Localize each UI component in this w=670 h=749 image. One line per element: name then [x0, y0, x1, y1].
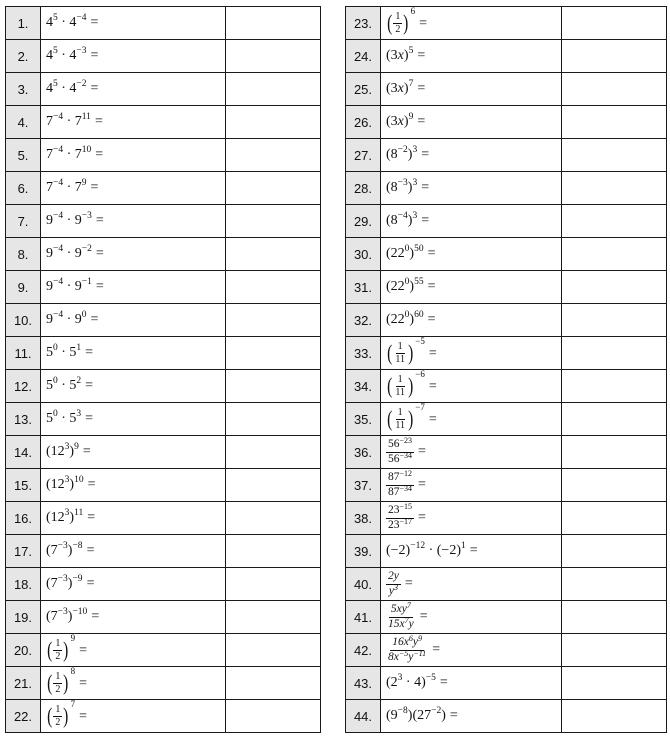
problem-number: 43.	[346, 667, 381, 700]
problem-expression: $(-2)^{-12} \cdot (-2)^1$ =	[381, 535, 562, 568]
answer-cell[interactable]	[562, 271, 667, 304]
problem-expression: $(12^3)^{10}$ =	[41, 469, 226, 502]
answer-cell[interactable]	[562, 238, 667, 271]
problem-number: 31.	[346, 271, 381, 304]
problem-expression: $9^{-4} \cdot 9^0$ =	[41, 304, 226, 337]
problem-number: 22.	[6, 700, 41, 733]
answer-cell[interactable]	[226, 667, 321, 700]
problem-number: 41.	[346, 601, 381, 634]
problem-expression: $(3x)^9$ =	[381, 106, 562, 139]
answer-cell[interactable]	[562, 403, 667, 436]
problem-expression: $5^0 \cdot 5^2$ =	[41, 370, 226, 403]
problem-row	[346, 568, 667, 601]
problem-row	[6, 106, 321, 139]
problem-number: 36.	[346, 436, 381, 469]
problem-row	[6, 271, 321, 304]
problem-expression: $4^5 \cdot 4^{-3}$ =	[41, 40, 226, 73]
answer-cell[interactable]	[226, 238, 321, 271]
answer-cell[interactable]	[562, 304, 667, 337]
problem-expression: $7^{-4} \cdot 7^{10}$ =	[41, 139, 226, 172]
problem-expression: $(22^0)^{55}$ =	[381, 271, 562, 304]
problem-expression: $7^{-4} \cdot 7^{11}$ =	[41, 106, 226, 139]
problem-number: 6.	[6, 172, 41, 205]
problem-expression: $5^0 \cdot 5^1$ =	[41, 337, 226, 370]
problem-row	[346, 601, 667, 634]
problem-number: 16.	[6, 502, 41, 535]
problem-row	[6, 7, 321, 40]
problem-row	[6, 502, 321, 535]
answer-cell[interactable]	[562, 73, 667, 106]
answer-cell[interactable]	[226, 40, 321, 73]
problem-expression: $(8^{-3})^3$ =	[381, 172, 562, 205]
problem-number: 38.	[346, 502, 381, 535]
problem-row	[346, 7, 667, 40]
problem-number: 40.	[346, 568, 381, 601]
problem-row	[346, 436, 667, 469]
answer-cell[interactable]	[226, 337, 321, 370]
problem-expression: ( $\frac{1}{2}$ ) $^7$=	[41, 700, 226, 733]
problem-number: 39.	[346, 535, 381, 568]
problem-row	[6, 238, 321, 271]
problem-expression: $(3x)^5$ =	[381, 40, 562, 73]
answer-cell[interactable]	[562, 370, 667, 403]
answer-cell[interactable]	[562, 172, 667, 205]
problem-row	[6, 40, 321, 73]
problem-expression: $(12^3)^9$ =	[41, 436, 226, 469]
answer-cell[interactable]	[226, 601, 321, 634]
problem-number: 21.	[6, 667, 41, 700]
answer-cell[interactable]	[226, 73, 321, 106]
problem-number: 24.	[346, 40, 381, 73]
answer-cell[interactable]	[226, 304, 321, 337]
problem-row	[346, 403, 667, 436]
problem-number: 9.	[6, 271, 41, 304]
problem-row	[6, 73, 321, 106]
problem-row	[346, 106, 667, 139]
answer-cell[interactable]	[562, 502, 667, 535]
problem-expression: $(7^{-3})^{-10}$ =	[41, 601, 226, 634]
problem-expression: $(2^3 \cdot 4)^{-5}$ =	[381, 667, 562, 700]
problem-number: 7.	[6, 205, 41, 238]
problem-expression: $7^{-4} \cdot 7^9$ =	[41, 172, 226, 205]
problem-expression: $\frac{5xy^7}{15x^7y}$ =	[381, 601, 562, 634]
problem-number: 18.	[6, 568, 41, 601]
answer-cell[interactable]	[226, 700, 321, 733]
problem-number: 15.	[6, 469, 41, 502]
problem-number: 14.	[6, 436, 41, 469]
answer-cell[interactable]	[226, 205, 321, 238]
problem-expression: $\frac{16x^6y^9}{8x^{-5}y^{-11}}$ =	[381, 634, 562, 667]
problem-expression: $(3x)^7$ =	[381, 73, 562, 106]
problem-row	[346, 139, 667, 172]
answer-cell[interactable]	[562, 106, 667, 139]
answer-cell[interactable]	[226, 271, 321, 304]
answer-cell[interactable]	[226, 502, 321, 535]
problem-row	[6, 370, 321, 403]
problem-row	[346, 238, 667, 271]
answer-cell[interactable]	[226, 106, 321, 139]
worksheet-right-column	[345, 6, 667, 733]
problem-number: 25.	[346, 73, 381, 106]
problem-expression: $(7^{-3})^{-8}$ =	[41, 535, 226, 568]
problem-number: 2.	[6, 40, 41, 73]
problem-expression: $4^5 \cdot 4^{-2}$ =	[41, 73, 226, 106]
answer-cell[interactable]	[562, 568, 667, 601]
problem-expression: $9^{-4} \cdot 9^{-1}$ =	[41, 271, 226, 304]
problem-number: 5.	[6, 139, 41, 172]
problem-number: 1.	[6, 7, 41, 40]
answer-cell[interactable]	[562, 205, 667, 238]
problem-number: 34.	[346, 370, 381, 403]
problem-expression: $9^{-4} \cdot 9^{-3}$ =	[41, 205, 226, 238]
answer-cell[interactable]	[226, 7, 321, 40]
problem-expression: $(8^{-2})^3$ =	[381, 139, 562, 172]
problem-row	[346, 73, 667, 106]
problem-row	[6, 205, 321, 238]
problem-number: 4.	[6, 106, 41, 139]
problem-number: 11.	[6, 337, 41, 370]
problem-expression: $\frac{23^{-15}}{23^{-17}}$ =	[381, 502, 562, 535]
problem-number: 27.	[346, 139, 381, 172]
problem-expression: $(22^0)^{60}$ =	[381, 304, 562, 337]
problem-number: 28.	[346, 172, 381, 205]
problem-row	[6, 172, 321, 205]
problem-number: 3.	[6, 73, 41, 106]
problem-row	[346, 535, 667, 568]
problem-row	[346, 667, 667, 700]
problem-expression: ( $\frac{1}{2}$ ) $^9$=	[41, 634, 226, 667]
problem-number: 29.	[346, 205, 381, 238]
answer-cell[interactable]	[226, 568, 321, 601]
problem-number: 10.	[6, 304, 41, 337]
problem-number: 33.	[346, 337, 381, 370]
problem-row	[346, 205, 667, 238]
problem-number: 37.	[346, 469, 381, 502]
problem-row	[6, 337, 321, 370]
answer-cell[interactable]	[562, 700, 667, 733]
problem-row	[346, 469, 667, 502]
problem-expression: ( $\frac{1}{2}$ ) $^8$=	[41, 667, 226, 700]
problem-expression: $(7^{-3})^{-9}$ =	[41, 568, 226, 601]
answer-cell[interactable]	[562, 7, 667, 40]
problem-expression: $\frac{56^{-23}}{56^{-34}}$ =	[381, 436, 562, 469]
problem-row	[346, 304, 667, 337]
problem-number: 26.	[346, 106, 381, 139]
problem-number: 44.	[346, 700, 381, 733]
worksheet-left-column	[5, 6, 321, 733]
problem-number: 19.	[6, 601, 41, 634]
answer-cell[interactable]	[562, 667, 667, 700]
problem-number: 42.	[346, 634, 381, 667]
answer-cell[interactable]	[562, 337, 667, 370]
problem-expression: $(8^{-4})^3$ =	[381, 205, 562, 238]
problem-expression: ( $\frac{1}{11}$ ) $^{-6}$=	[381, 370, 562, 403]
problem-expression: $(12^3)^{11}$ =	[41, 502, 226, 535]
problem-number: 20.	[6, 634, 41, 667]
problem-row	[346, 337, 667, 370]
problem-row	[6, 601, 321, 634]
problem-row	[346, 700, 667, 733]
problem-expression: $9^{-4} \cdot 9^{-2}$ =	[41, 238, 226, 271]
answer-cell[interactable]	[562, 601, 667, 634]
problem-row	[6, 667, 321, 700]
problem-row	[6, 139, 321, 172]
answer-cell[interactable]	[562, 469, 667, 502]
answer-cell[interactable]	[226, 370, 321, 403]
problem-expression: $4^5 \cdot 4^{-4}$ =	[41, 7, 226, 40]
problem-number: 17.	[6, 535, 41, 568]
problem-row	[346, 172, 667, 205]
answer-cell[interactable]	[226, 403, 321, 436]
answer-cell[interactable]	[562, 139, 667, 172]
problem-expression: $5^0 \cdot 5^3$ =	[41, 403, 226, 436]
problem-expression: ( $\frac{1}{11}$ ) $^{-7}$=	[381, 403, 562, 436]
answer-cell[interactable]	[226, 634, 321, 667]
problem-number: 32.	[346, 304, 381, 337]
problem-row	[346, 40, 667, 73]
answer-cell[interactable]	[226, 469, 321, 502]
problem-expression: $(9^{-8})(27^{-2})$ =	[381, 700, 562, 733]
problem-expression: $(22^0)^{50}$ =	[381, 238, 562, 271]
problem-row	[6, 700, 321, 733]
answer-cell[interactable]	[226, 172, 321, 205]
problem-expression: ( $\frac{1}{2}$ ) $^6$=	[381, 7, 562, 40]
problem-number: 12.	[6, 370, 41, 403]
answer-cell[interactable]	[562, 436, 667, 469]
answer-cell[interactable]	[226, 436, 321, 469]
answer-cell[interactable]	[226, 535, 321, 568]
problem-expression: $\frac{87^{-12}}{87^{-34}}$ =	[381, 469, 562, 502]
answer-cell[interactable]	[562, 40, 667, 73]
problem-row	[6, 304, 321, 337]
problem-number: 35.	[346, 403, 381, 436]
answer-cell[interactable]	[562, 535, 667, 568]
problem-number: 13.	[6, 403, 41, 436]
problem-row	[346, 370, 667, 403]
problem-row	[6, 436, 321, 469]
problem-row	[346, 271, 667, 304]
problem-row	[6, 568, 321, 601]
problem-row	[6, 535, 321, 568]
problem-row	[346, 502, 667, 535]
problem-expression: ( $\frac{1}{11}$ ) $^{-5}$=	[381, 337, 562, 370]
problem-number: 23.	[346, 7, 381, 40]
problem-number: 8.	[6, 238, 41, 271]
problem-row	[6, 403, 321, 436]
problem-row	[6, 469, 321, 502]
answer-cell[interactable]	[226, 139, 321, 172]
problem-number: 30.	[346, 238, 381, 271]
problem-row	[346, 634, 667, 667]
problem-row	[6, 634, 321, 667]
answer-cell[interactable]	[562, 634, 667, 667]
problem-expression: $\frac{2y}{y^3}$ =	[381, 568, 562, 601]
